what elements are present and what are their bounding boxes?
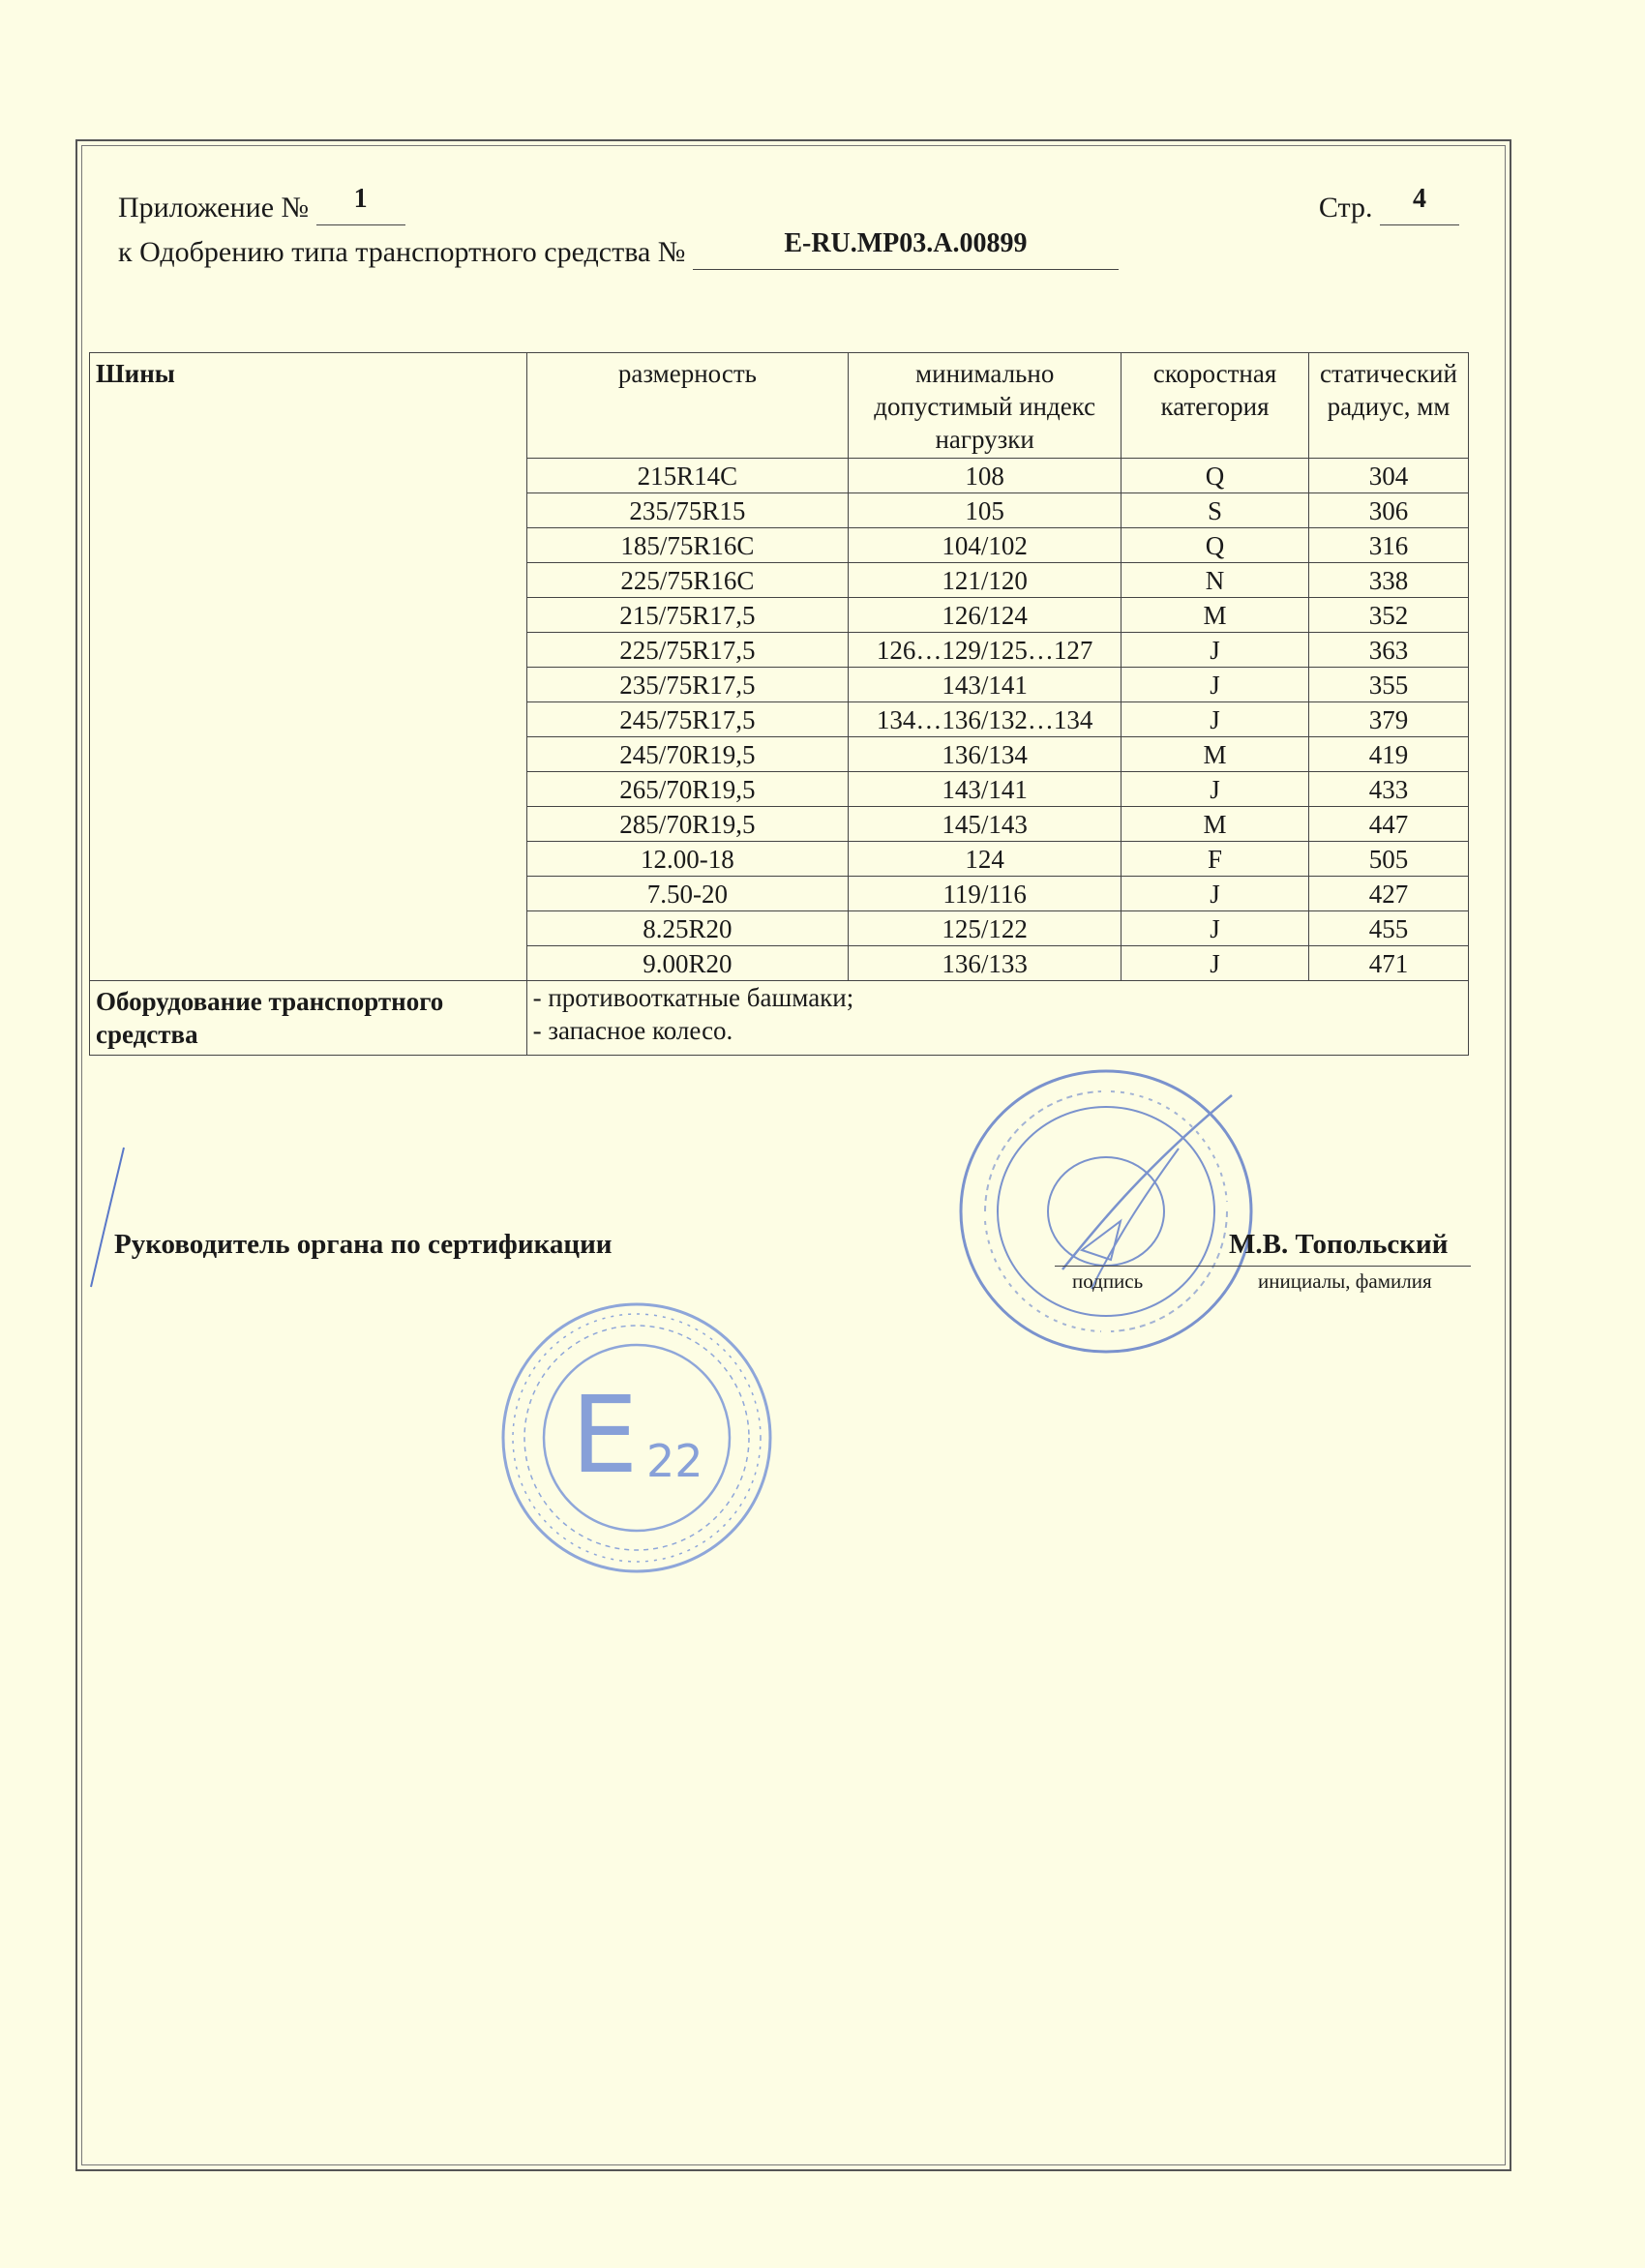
approval-line	[118, 228, 1467, 273]
signature-line	[1055, 1266, 1471, 1267]
signature-caption: подпись	[1072, 1269, 1144, 1293]
table-cell: M	[1122, 807, 1309, 842]
table-cell: 8.25R20	[526, 911, 849, 946]
approval-number: E-RU.MP03.A.00899	[784, 228, 1028, 258]
table-cell: 125/122	[849, 911, 1122, 946]
table-cell: 124	[849, 842, 1122, 877]
table-cell: S	[1122, 493, 1309, 528]
appendix-line	[118, 184, 1467, 228]
table-cell: 455	[1308, 911, 1468, 946]
table-cell: 419	[1308, 737, 1468, 772]
table-cell: Q	[1122, 459, 1309, 493]
table-cell: 245/75R17,5	[526, 702, 849, 737]
table-cell: 126/124	[849, 598, 1122, 633]
table-cell: 355	[1308, 668, 1468, 702]
table-cell: 9.00R20	[526, 946, 849, 981]
column-header: скоростная категория	[1122, 353, 1309, 459]
page-number-blank	[1380, 184, 1459, 225]
table-cell: 225/75R16C	[526, 563, 849, 598]
table-cell: 306	[1308, 493, 1468, 528]
table-cell: 285/70R19,5	[526, 807, 849, 842]
equipment-row	[90, 981, 1469, 1056]
signatory-name: М.В. Топольский	[1229, 1229, 1449, 1260]
table-cell: 215/75R17,5	[526, 598, 849, 633]
approval-number-field	[693, 228, 1119, 270]
table-cell: F	[1122, 842, 1309, 877]
pen-stroke-mark	[77, 1142, 135, 1297]
equipment-item: - противооткатные башмаки;	[532, 983, 854, 1012]
equipment-list	[526, 981, 1468, 1056]
table-cell: 447	[1308, 807, 1468, 842]
table-cell: 12.00-18	[526, 842, 849, 877]
table-cell: 245/70R19,5	[526, 737, 849, 772]
table-cell: 225/75R17,5	[526, 633, 849, 668]
section-equipment: Оборудование транспортного средства	[90, 981, 527, 1056]
table-cell: 145/143	[849, 807, 1122, 842]
table-cell: 105	[849, 493, 1122, 528]
table-cell: 143/141	[849, 772, 1122, 807]
page-number: 4	[1413, 184, 1426, 214]
table-cell: J	[1122, 668, 1309, 702]
e22-approval-stamp	[492, 1293, 782, 1583]
table-cell: 433	[1308, 772, 1468, 807]
table-cell: 143/141	[849, 668, 1122, 702]
signatory-title: Руководитель органа по сертификации	[114, 1229, 613, 1260]
section-tyres: Шины	[90, 353, 527, 981]
table-cell: 136/133	[849, 946, 1122, 981]
stamp-mark-number: 22	[646, 1435, 703, 1487]
table-cell: M	[1122, 598, 1309, 633]
table-cell: J	[1122, 911, 1309, 946]
table-cell: 185/75R16C	[526, 528, 849, 563]
table-cell: 126…129/125…127	[849, 633, 1122, 668]
table-cell: 134…136/132…134	[849, 702, 1122, 737]
approval-label: к Одобрению типа транспортного средства №	[118, 236, 686, 268]
table-cell: 338	[1308, 563, 1468, 598]
table-cell: J	[1122, 946, 1309, 981]
table-cell: 121/120	[849, 563, 1122, 598]
column-header: размерность	[526, 353, 849, 459]
table-cell: J	[1122, 877, 1309, 911]
table-cell: 471	[1308, 946, 1468, 981]
tyres-table	[89, 352, 1469, 1056]
table-cell: 379	[1308, 702, 1468, 737]
table-cell: 352	[1308, 598, 1468, 633]
table-cell: 265/70R19,5	[526, 772, 849, 807]
name-caption: инициалы, фамилия	[1258, 1269, 1432, 1293]
table-cell: 108	[849, 459, 1122, 493]
table-cell: 7.50-20	[526, 877, 849, 911]
column-header: минимально допустимый индекс нагрузки	[849, 353, 1122, 459]
table-header-row	[90, 353, 1469, 459]
appendix-number: 1	[353, 184, 368, 214]
table-cell: J	[1122, 702, 1309, 737]
table-cell: J	[1122, 633, 1309, 668]
table-cell: 505	[1308, 842, 1468, 877]
table-cell: 316	[1308, 528, 1468, 563]
table-cell: 363	[1308, 633, 1468, 668]
equipment-item: - запасное колесо.	[532, 1016, 733, 1045]
table-cell: N	[1122, 563, 1309, 598]
table-cell: Q	[1122, 528, 1309, 563]
certification-body-stamp	[946, 1057, 1266, 1366]
page-number-field	[1318, 184, 1459, 225]
column-header: статический радиус, мм	[1308, 353, 1468, 459]
table-cell: 304	[1308, 459, 1468, 493]
appendix-label: Приложение №	[118, 192, 310, 224]
table-cell: 235/75R17,5	[526, 668, 849, 702]
table-cell: M	[1122, 737, 1309, 772]
table-cell: J	[1122, 772, 1309, 807]
table-cell: 235/75R15	[526, 493, 849, 528]
stamp-mark-letter: E	[571, 1373, 639, 1497]
table-cell: 215R14C	[526, 459, 849, 493]
appendix-number-field	[316, 184, 405, 225]
table-cell: 119/116	[849, 877, 1122, 911]
page-label: Стр.	[1318, 192, 1373, 224]
table-cell: 427	[1308, 877, 1468, 911]
table-cell: 136/134	[849, 737, 1122, 772]
table-cell: 104/102	[849, 528, 1122, 563]
